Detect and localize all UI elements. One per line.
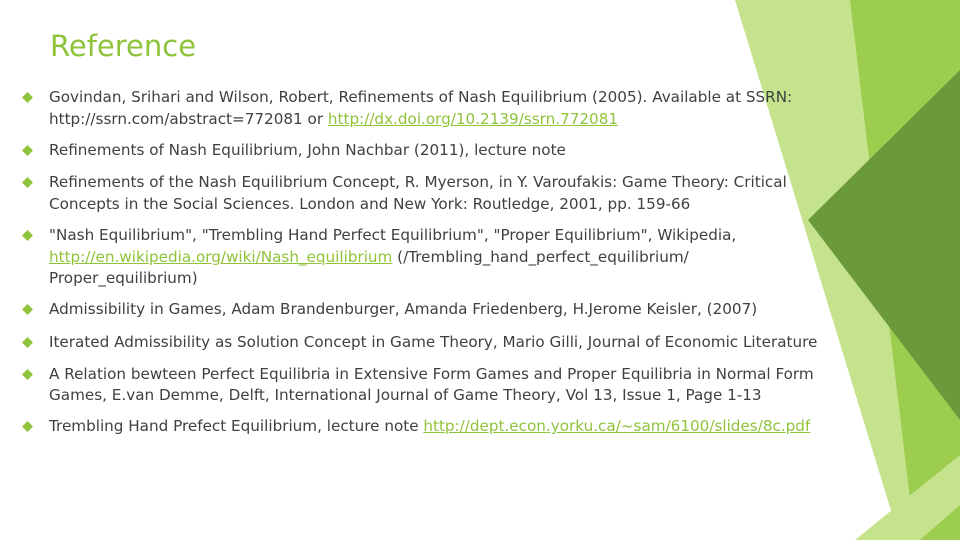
reference-text: "Nash Equilibrium", "Trembling Hand Perfect Equilibrium", "Proper Equilibrium", Wikipedia, xyxy=(49,226,737,244)
reference-text: http://ssrn.com/abstract=772081 or xyxy=(49,110,328,128)
reference-text: (/Trembling_hand_perfect_equilibrium/ xyxy=(392,248,689,266)
reference-text: Iterated Admissibility as Solution Concept in Game Theory, Mario Gilli, Journal of Economic Literature xyxy=(49,333,818,351)
reference-text: Proper_equilibrium) xyxy=(49,269,198,287)
reference-text-line xyxy=(49,416,810,436)
reference-text: Trembling Hand Prefect Equilibrium, lecture note xyxy=(49,417,424,435)
reference-text-line xyxy=(49,109,618,129)
reference-text: A Relation bewteen Perfect Equilibria in Extensive Form Games and Proper Equilibria in Normal Form xyxy=(49,365,814,383)
doi-link[interactable]: http://dx.doi.org/10.2139/ssrn.772081 xyxy=(327,110,619,128)
reference-text: Refinements of the Nash Equilibrium Concept, R. Myerson, in Y. Varoufakis: Game Theory: Critical xyxy=(49,173,787,191)
reference-text: Admissibility in Games, Adam Brandenburger, Amanda Friedenberg, H.Jerome Keisler, (2007) xyxy=(49,300,758,318)
lecture-note-link[interactable]: http://dept.econ.yorku.ca/~sam/6100/slides/8c.pdf xyxy=(423,417,811,435)
reference-text: Concepts in the Social Sciences. London and New York: Routledge, 2001, pp. 159-66 xyxy=(49,195,691,213)
reference-text: Games, E.van Demme, Delft, International Journal of Game Theory, Vol 13, Issue 1, Page 1-13 xyxy=(49,386,762,404)
reference-text: Govindan, Srihari and Wilson, Robert, Refinements of Nash Equilibrium (2005). Available at SSRN: xyxy=(49,88,793,106)
wikipedia-link[interactable]: http://en.wikipedia.org/wiki/Nash_equilibrium xyxy=(49,248,393,266)
reference-text: Refinements of Nash Equilibrium, John Nachbar (2011), lecture note xyxy=(49,141,566,159)
reference-text-line xyxy=(49,247,689,267)
slide-title: Reference xyxy=(50,29,197,63)
